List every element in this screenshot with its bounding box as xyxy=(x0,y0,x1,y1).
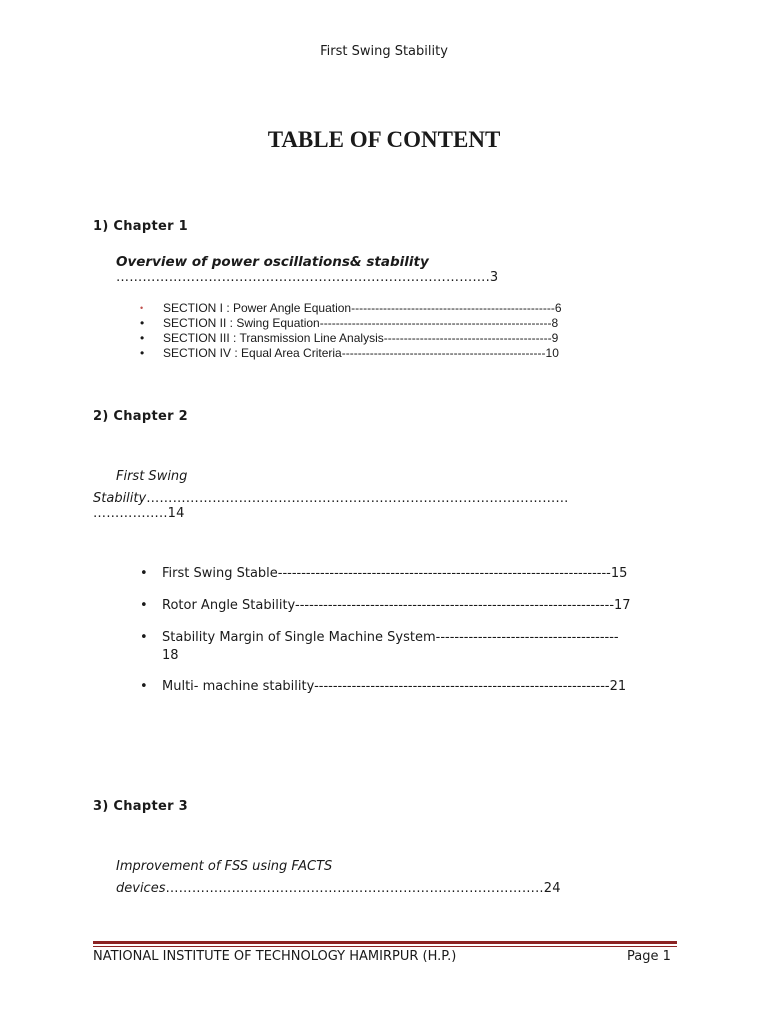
bullet-icon: • xyxy=(140,346,145,360)
bullet-icon: • xyxy=(140,566,148,581)
bullet-icon: • xyxy=(140,630,148,645)
chapter-3-topic-line1: Improvement of FSS using FACTS xyxy=(116,859,333,874)
footer-rule-thick xyxy=(93,941,677,944)
footer-page-number: Page 1 xyxy=(627,949,671,964)
chapter-2-item-text: Multi- machine stability---------------------------------------------------------------21 xyxy=(162,679,627,694)
chapter-3-topic-dots: …………………………………………………………………………..24 xyxy=(165,881,561,896)
chapter-1-section-list xyxy=(140,301,562,361)
chapter-2-item-text: Rotor Angle Stability--------------------------------------------------------------------17 xyxy=(162,598,631,613)
page-title: TABLE OF CONTENT xyxy=(267,127,501,152)
chapter-1-topic-dots: ………………………………………………………………………….3 xyxy=(116,270,499,285)
bullet-icon: • xyxy=(140,679,148,694)
chapter-3-topic-line2: devices xyxy=(116,881,166,896)
bullet-icon: • xyxy=(140,331,145,345)
chapter-2-topic-line2: Stability xyxy=(93,491,147,506)
section-text: SECTION III : Transmission Line Analysis------------------------------------------9 xyxy=(163,331,559,345)
chapter-2-heading: 2) Chapter 2 xyxy=(93,409,188,424)
chapter-2-topic-line1: First Swing xyxy=(116,469,188,484)
bullet-icon: • xyxy=(140,316,145,330)
section-text: SECTION II : Swing Equation----------------------------------------------------------8 xyxy=(163,316,559,330)
section-text: SECTION I : Power Angle Equation---------------------------------------------------6 xyxy=(163,301,562,315)
footer-rule-thin xyxy=(93,946,677,947)
section-item xyxy=(140,301,562,316)
chapter-1-topic: Overview of power oscillations& stability xyxy=(116,254,429,270)
section-item xyxy=(140,346,562,361)
chapter-1-heading: 1) Chapter 1 xyxy=(93,219,188,234)
chapter-2-item-text: Stability Margin of Single Machine System--------------------------------------- xyxy=(162,630,619,645)
chapter-3-heading: 3) Chapter 3 xyxy=(93,799,188,814)
chapter-2-item-text-page: 18 xyxy=(162,648,179,663)
chapter-2-item-text: First Swing Stable-----------------------------------------------------------------------15 xyxy=(162,566,628,581)
chapter-2-topic-line2-row xyxy=(93,487,569,506)
footer-institute: NATIONAL INSTITUTE OF TECHNOLOGY HAMIRPUR (H.P.) xyxy=(93,949,457,964)
bullet-icon: • xyxy=(140,598,148,613)
chapter-2-topic-dots-2: ……………..14 xyxy=(93,506,185,521)
chapter-3-topic-line2-row xyxy=(116,877,561,896)
running-header: First Swing Stability xyxy=(320,44,448,59)
bullet-icon: • xyxy=(140,303,144,313)
section-text: SECTION IV : Equal Area Criteria---------------------------------------------------10 xyxy=(163,346,559,360)
section-item xyxy=(140,316,562,331)
section-item xyxy=(140,331,562,346)
chapter-2-topic-dots: …………………………………………………………………………………… xyxy=(146,491,569,506)
